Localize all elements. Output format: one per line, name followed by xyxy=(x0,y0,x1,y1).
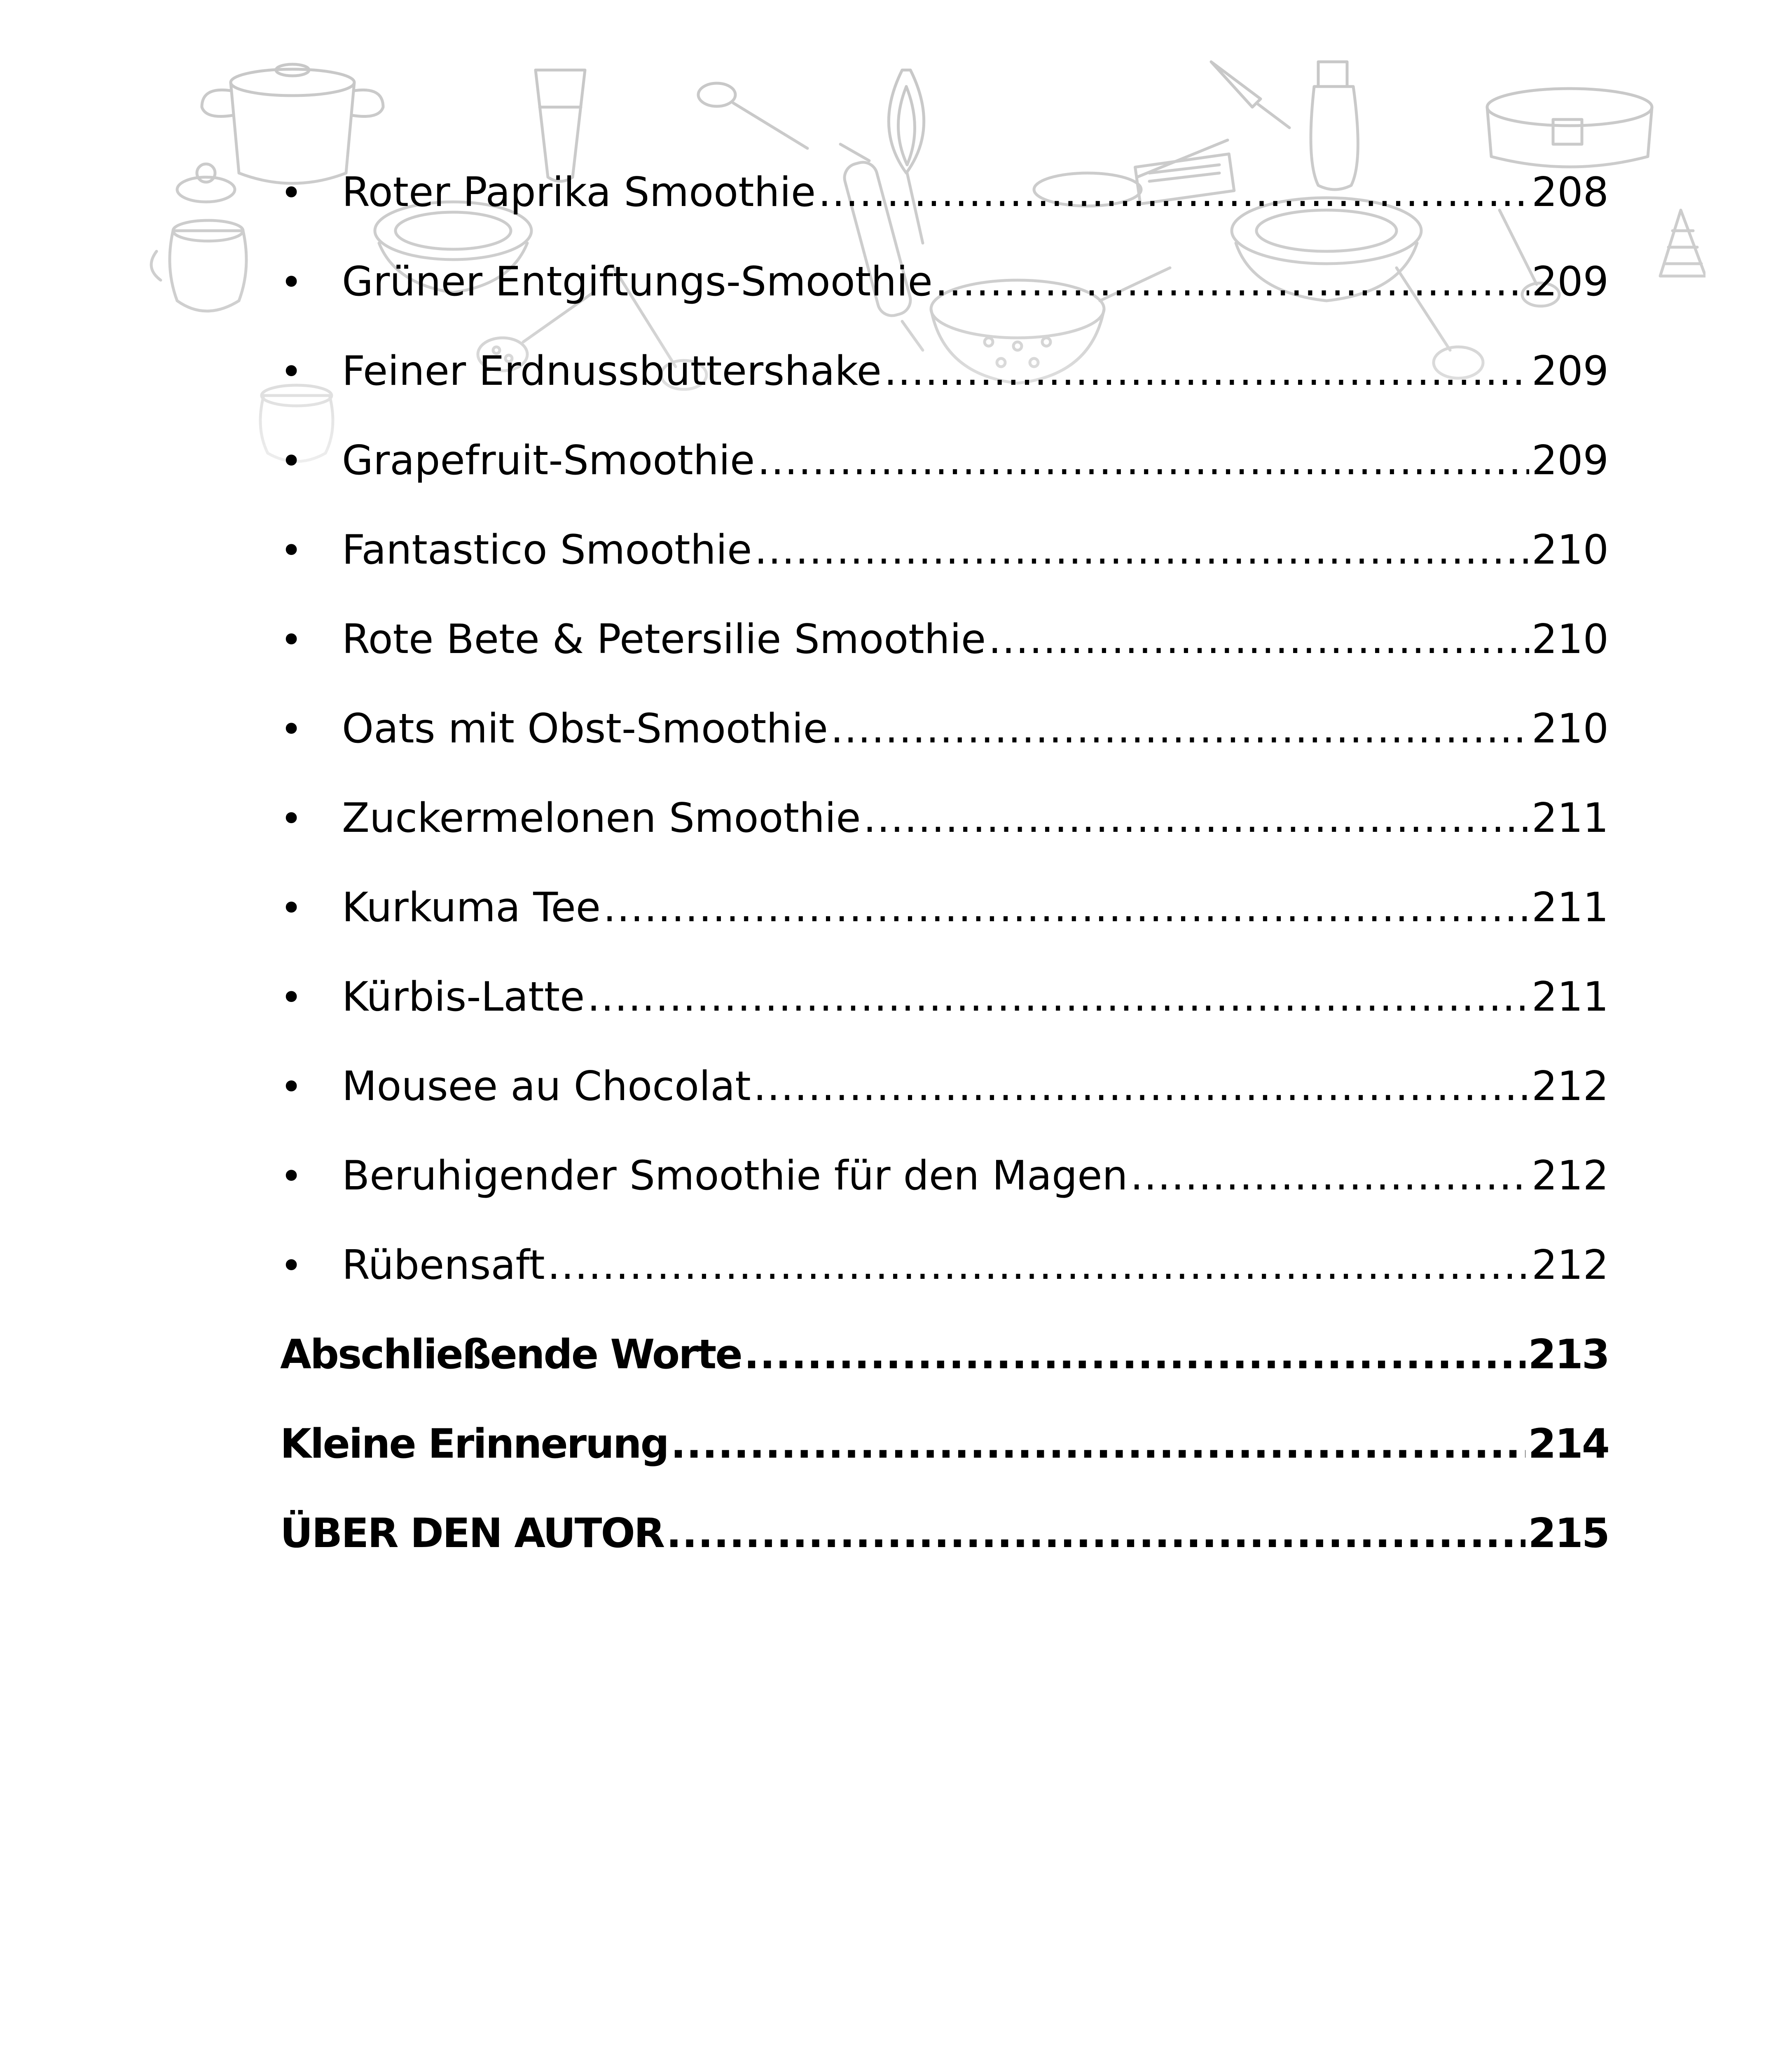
bullet: • xyxy=(280,618,303,662)
bullet: • xyxy=(280,886,303,930)
toc-chapter-title: Abschließende Worte xyxy=(280,1331,742,1378)
toc-page-number: 215 xyxy=(1528,1510,1609,1557)
bullet: • xyxy=(280,529,303,573)
dot-leader xyxy=(671,1421,1526,1468)
toc-entry-title: Roter Paprika Smoothie xyxy=(342,169,816,216)
toc-page-number: 209 xyxy=(1531,437,1609,484)
bullet: • xyxy=(280,1154,303,1199)
dot-leader xyxy=(587,974,1529,1021)
toc-entry-title: Mousee au Chocolat xyxy=(342,1063,751,1110)
toc-entry-title: Kürbis-Latte xyxy=(342,974,585,1021)
dot-leader xyxy=(666,1510,1525,1557)
toc-entry-title: Beruhigender Smoothie für den Magen xyxy=(342,1152,1128,1199)
dot-leader xyxy=(818,169,1529,216)
table-of-contents xyxy=(280,169,1609,1599)
dot-leader xyxy=(603,884,1529,931)
toc-entry[interactable] xyxy=(280,616,1609,705)
toc-page-number: 210 xyxy=(1531,705,1609,752)
toc-entry-title: Rübensaft xyxy=(342,1242,545,1289)
toc-page-number: 211 xyxy=(1531,974,1609,1021)
toc-page-number: 214 xyxy=(1528,1421,1609,1468)
toc-entry-title: Grapefruit-Smoothie xyxy=(342,437,755,484)
dot-leader xyxy=(547,1242,1529,1289)
dot-leader xyxy=(830,705,1529,752)
bullet: • xyxy=(280,171,303,215)
toc-entry-title: Fantastico Smoothie xyxy=(342,527,752,574)
bullet: • xyxy=(280,439,303,483)
toc-entry-title: Rote Bete & Petersilie Smoothie xyxy=(342,616,986,663)
dot-leader xyxy=(754,527,1529,574)
toc-entry[interactable] xyxy=(280,437,1609,527)
dot-leader xyxy=(884,348,1529,395)
toc-page-number: 212 xyxy=(1531,1152,1609,1199)
toc-entry[interactable] xyxy=(280,1242,1609,1331)
bullet: • xyxy=(280,707,303,751)
toc-entry[interactable] xyxy=(280,1063,1609,1152)
bullet: • xyxy=(280,1244,303,1288)
toc-page-number: 209 xyxy=(1531,348,1609,395)
toc-entry[interactable] xyxy=(280,527,1609,616)
toc-entry[interactable] xyxy=(280,795,1609,884)
toc-chapter-title: ÜBER DEN AUTOR xyxy=(280,1510,664,1557)
toc-page-number: 212 xyxy=(1531,1063,1609,1110)
bullet: • xyxy=(280,797,303,841)
toc-chapter-entry[interactable] xyxy=(280,1331,1609,1421)
toc-entry[interactable] xyxy=(280,348,1609,437)
toc-page-number: 212 xyxy=(1531,1242,1609,1289)
toc-page-number: 211 xyxy=(1531,795,1609,842)
toc-entry-title: Grüner Entgiftungs-Smoothie xyxy=(342,258,933,305)
toc-chapter-entry[interactable] xyxy=(280,1510,1609,1599)
dot-leader xyxy=(863,795,1529,842)
toc-page-number: 210 xyxy=(1531,527,1609,574)
toc-page-number: 211 xyxy=(1531,884,1609,931)
toc-entry[interactable] xyxy=(280,258,1609,348)
dot-leader xyxy=(753,1063,1529,1110)
dot-leader xyxy=(988,616,1529,663)
bullet: • xyxy=(280,1065,303,1109)
toc-entry[interactable] xyxy=(280,884,1609,974)
toc-page-number: 210 xyxy=(1531,616,1609,663)
dot-leader xyxy=(1130,1152,1529,1199)
toc-entry[interactable] xyxy=(280,974,1609,1063)
toc-entry[interactable] xyxy=(280,169,1609,258)
dot-leader xyxy=(744,1331,1526,1378)
dot-leader xyxy=(757,437,1529,484)
bullet: • xyxy=(280,350,303,394)
toc-entry[interactable] xyxy=(280,705,1609,795)
toc-entry-title: Zuckermelonen Smoothie xyxy=(342,795,861,842)
bullet: • xyxy=(280,260,303,304)
toc-chapter-title: Kleine Erinnerung xyxy=(280,1421,668,1468)
toc-entry[interactable] xyxy=(280,1152,1609,1242)
toc-page-number: 209 xyxy=(1531,258,1609,305)
toc-page-number: 213 xyxy=(1528,1331,1609,1378)
toc-entry-title: Feiner Erdnussbuttershake xyxy=(342,348,882,395)
toc-page-number: 208 xyxy=(1531,169,1609,216)
toc-entry-title: Oats mit Obst-Smoothie xyxy=(342,705,828,752)
toc-entry-title: Kurkuma Tee xyxy=(342,884,601,931)
bullet: • xyxy=(280,976,303,1020)
dot-leader xyxy=(935,258,1529,305)
toc-chapter-entry[interactable] xyxy=(280,1421,1609,1510)
